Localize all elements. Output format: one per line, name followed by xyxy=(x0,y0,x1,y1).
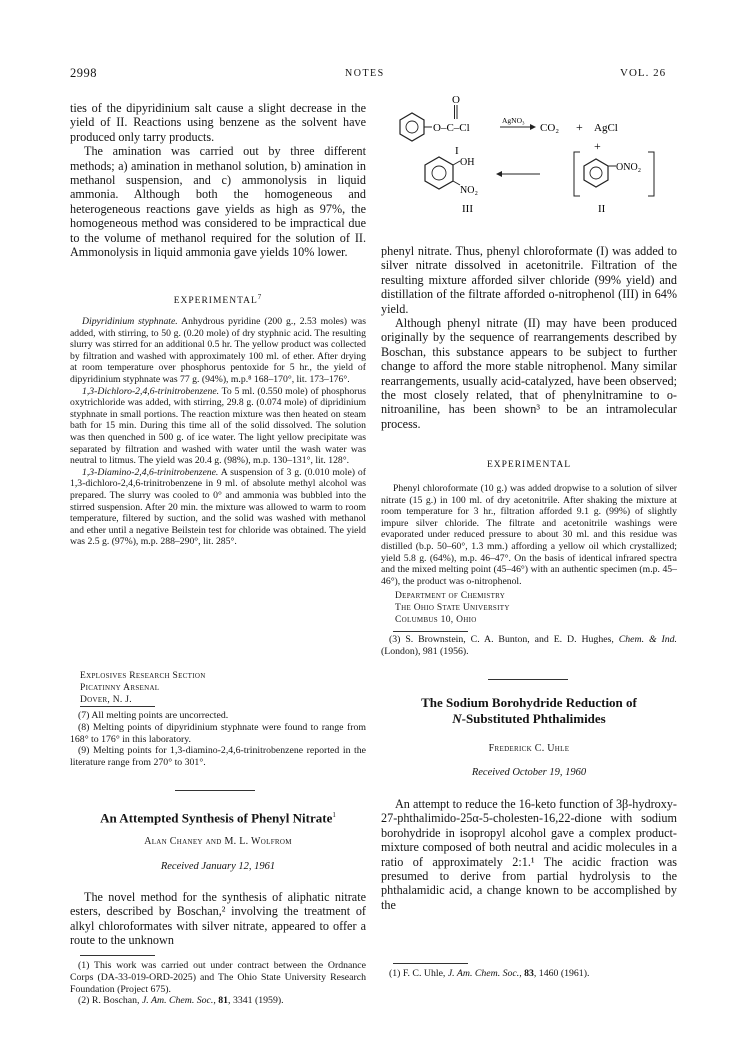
reagent-label: AgNO₃ xyxy=(502,116,525,125)
compound-label-III: III xyxy=(462,203,473,215)
received-right: Received October 19, 1960 xyxy=(471,767,587,778)
exp-entry-2: 1,3-Dichloro-2,4,6-trinitrobenzene. To 5 ml. (0.550 mole) of phosphorus oxytrichloride was added, with stirring, 29.8 g. (0.074 mole) of dipridinium styphnate in small portions. The reaction mixture was then heated on steam bath for 15 min. During this time all of the solid dissolved. The solution was then quenched in 500 g. of ice water. The light yellow precipitate was separated by filtration and washed with water until the wash water was neutral to litmus. The yield was 20.4 g. (98%), m.p. 130–131°, lit. 128°. xyxy=(70,385,366,467)
exp-entry-1: Dipyridinium styphnate. Anhydrous pyridine (200 g., 2.53 moles) was added, with stirring, to 50 g. (0.20 mole) of dry styphnic acid. The resulting slurry was stirred for an additional 0.5 hr. The yellow product was collected by filtration and washed with approximately 100 ml. of ether. After drying at room temperature over phosphorus pentoxide for 5 hr., the yield of dipyridinium styphnate was 77 g. (94%), m.p.⁸ 168–170°, lit. 173–176°. xyxy=(70,316,366,385)
right-experimental xyxy=(381,483,677,587)
carbonyl-oxygen: O xyxy=(452,94,460,106)
article-separator-right xyxy=(488,679,568,680)
right-intro xyxy=(381,244,677,431)
chloroformate-formula: O–C–Cl xyxy=(433,122,470,134)
article-title-right: The Sodium Borohydride Reduction of N-Substituted Phthalimides xyxy=(421,695,637,726)
left-footnotes-bottom xyxy=(70,960,366,1007)
footnote-rule-right xyxy=(393,631,468,632)
footnote-rule-right-2 xyxy=(393,963,468,964)
article-title-left: An Attempted Synthesis of Phenyl Nitrate$^1$ xyxy=(100,810,336,826)
left-article-paragraph: The novel method for the synthesis of aliphatic nitrate esters, described by Boschan,² involving the treatment of alkyl chloroformates with silver nitrate, appeared to offer a route to the unknown xyxy=(70,890,366,948)
compound-label-II: II xyxy=(598,203,606,215)
article-separator-left xyxy=(175,790,255,791)
nitrate-group: ONO₂ xyxy=(616,162,642,173)
footnote-7: (7) All melting points are uncorrected. xyxy=(78,710,229,721)
footnote-8: (8) Melting points of dipyridinium styphnate were found to range from 168° to 176° in this laboratory. xyxy=(70,721,366,745)
right-article-body xyxy=(381,797,677,912)
hydroxyl-group: OH xyxy=(460,157,475,168)
co2-product: CO₂ xyxy=(540,122,560,134)
footnote-1-right: (1) F. C. Uhle, J. Am. Chem. Soc., 83, 1460 (1961). xyxy=(389,968,590,979)
page-number: 2998 xyxy=(70,66,97,80)
footnote-9: (9) Melting points for 1,3-diamino-2,4,6-trinitrobenzene reported in the literature range from 270° to 301°. xyxy=(70,745,366,769)
nitrophenol-ring-icon xyxy=(425,157,453,189)
footnote-rule-left xyxy=(80,706,155,707)
authors-left: Alan Chaney and M. L. Wolfrom xyxy=(144,836,292,847)
left-affiliation: Explosives Research Section Picatinny Arsenal Dover, N. J. xyxy=(80,671,206,705)
received-left: Received January 12, 1961 xyxy=(160,861,276,872)
left-intro xyxy=(70,101,366,259)
footnote-2-left: (2) R. Boschan, J. Am. Chem. Soc., 81, 3341 (1959). xyxy=(78,995,284,1007)
experimental-heading-right: EXPERIMENTAL xyxy=(486,460,572,470)
nitro-group: NO₂ xyxy=(460,185,478,196)
volume-label: VOL. 26 xyxy=(620,67,667,79)
right-paragraph-1: phenyl nitrate. Thus, phenyl chloroformate (I) was added to silver nitrate dissolved in acetonitrile. Filtration of the resulting mixture afforded silver chloride (99% yield) and distillation of the filtrate afforded o-nitrophenol (III) in 64% yield. xyxy=(381,244,677,316)
plus-sign-2: + xyxy=(594,139,601,153)
agcl-product: AgCl xyxy=(594,122,618,134)
right-affiliation: Department of Chemistry The Ohio State University Columbus 10, Ohio xyxy=(395,591,510,625)
left-experimental xyxy=(70,316,366,548)
right-footnote-bottom xyxy=(381,968,677,980)
benzene-ring-icon xyxy=(400,113,424,141)
author-right: Frederick C. Uhle xyxy=(488,743,570,754)
phenyl-nitrate-ring-icon xyxy=(584,159,608,187)
reaction-scheme xyxy=(380,90,680,230)
right-article-paragraph: An attempt to reduce the 16-keto function of 3β-hydroxy-27-phthalimido-25α-5-cholesten-16,22-dione with sodium borohydride in isopropyl alcohol gave a complex product-mixture composed of both neutral and acidic molecules in a ratio of approximately 2:1.¹ The acidic fraction was presumed to derive from partial hydrolysis to the phthalamidic acid, a change known to be accomplished by the xyxy=(381,797,677,912)
left-article-body xyxy=(70,890,366,948)
right-exp-paragraph: Phenyl chloroformate (10 g.) was added dropwise to a solution of silver nitrate (15 g.) in 100 ml. of dry acetonitrile. After shaking the mixture at room temperature for 3 hr., filtration afforded 9.1 g. (99%) of slightly impure silver chloride. The filtrate and acetonitrile washings were evaporated under reduced pressure to about 30 ml. and this residue was distilled (b.p. 50–60°, 1.3 mm.) affording a yellow oil which crystallized; yield 5.8 g. (64%), m.p. 46–47°. On the basis of identical infrared spectra and the mixed melting point (45–46°) with an authentic specimen (m.p. 45–46°), the product was o-nitrophenol. xyxy=(381,483,677,587)
plus-sign-1: + xyxy=(576,120,583,134)
bracket-icon xyxy=(574,152,654,196)
footnote-3: (3) S. Brownstein, C. A. Bunton, and E. D. Hughes, Chem. & Ind. (London), 981 (1956). xyxy=(381,634,677,657)
right-footnote-top xyxy=(381,634,677,658)
exp-entry-3: 1,3-Diamino-2,4,6-trinitrobenzene. A suspension of 3 g. (0.010 mole) of 1,3-dichloro-2,4,6-trinitrobenzene in 9 ml. of absolute methyl alcohol was prepared. The slurry was cooled to 0° and ammonia was bubbled into the stirred suspension. After 20 min. the mixture was allowed to warm to room temperature, filtered by suction, and the solid was washed with methanol and ether until a negative Beilstein test for chloride was obtained. The yield was 2.5 g. (97%), m.p. 288–290°, lit. 285°. xyxy=(70,466,366,548)
compound-label-I: I xyxy=(455,145,459,157)
experimental-heading-left: EXPERIMENTAL$^7$ xyxy=(173,293,263,307)
left-paragraph-1: ties of the dipyridinium salt cause a slight decrease in the yield of II. Reactions using benzene as the solvent have produced only tarry products. xyxy=(70,101,366,144)
footnote-1-left: (1) This work was carried out under contract between the Ordnance Corps (DA-33-019-ORD-2025) and The Ohio State University Research Foundation (Project 675). xyxy=(70,960,366,995)
left-paragraph-2: The amination was carried out by three different methods; a) amination in methanol solution, b) amination in methanol suspension, and c) ammonolysis in liquid ammonia. Although both the homogeneous and heterogeneous reactions gave yields as high as 97%, the homogeneous method was considered to be impractical due to the volume of methanol required for the solution of II. Ammonolysis in liquid ammonia gave yields 10% lower. xyxy=(70,144,366,260)
running-head: NOTES xyxy=(345,68,385,79)
footnote-rule-left-2 xyxy=(80,955,155,956)
left-footnotes-top xyxy=(70,710,366,769)
right-paragraph-2: Although phenyl nitrate (II) may have been produced originally by the sequence of rearrangements described by Boschan, this substance appears to be subject to further change to afford the more stable nitrophenol. Many similar rearrangements, usually acid-catalyzed, have been observed; the most closely related, that of phenylnitramine to o-nitroaniline, has been shown³ to be an intramolecular process. xyxy=(381,316,677,431)
